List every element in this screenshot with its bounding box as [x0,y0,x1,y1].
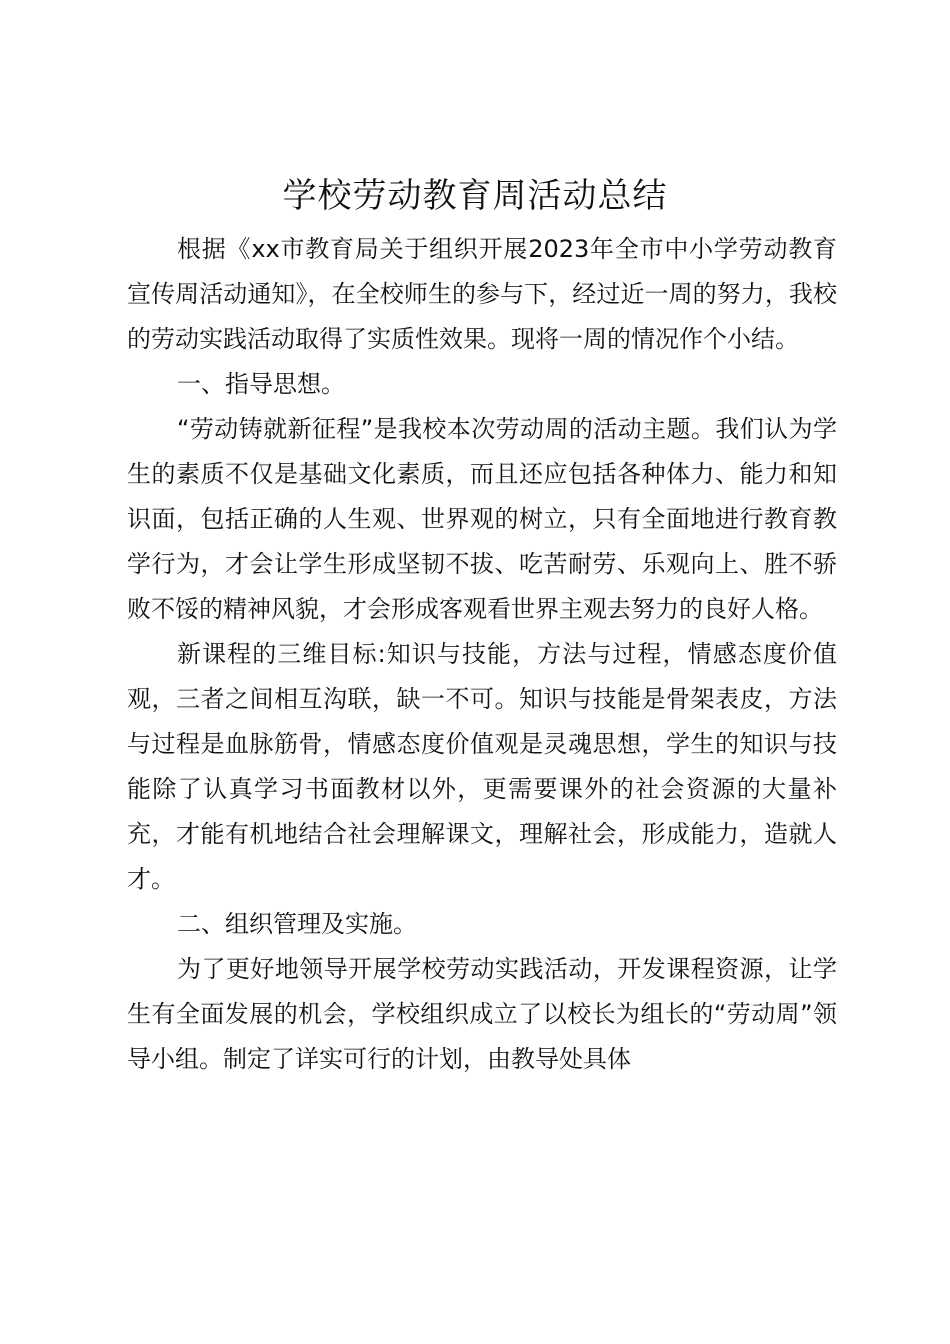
paragraph-theme: “劳动铸就新征程”是我校本次劳动周的活动主题。我们认为学生的素质不仅是基础文化素质，而且还应包括各种体力、能力和知识面，包括正确的人生观、世界观的树立，只有全面地进行教育教学行为，才会让学生形成坚韧不拔、吃苦耐劳、乐观向上、胜不骄败不馁的精神风貌，才会形成客观看世界主观去努力的良好人格。 [127,415,837,623]
paragraph-organization: 为了更好地领导开展学校劳动实践活动，开发课程资源，让学生有全面发展的机会，学校组织成立了以校长为组长的“劳动周”领导小组。制定了详实可行的计划，由教导处具体 [127,955,837,1073]
paragraph-three-dimensional-goals: 新课程的三维目标:知识与技能，方法与过程，情感态度价值观，三者之间相互沟联，缺一不可。知识与技能是骨架表皮，方法与过程是血脉筋骨，情感态度价值观是灵魂思想，学生的知识与技能除了认真学习书面教材以外，更需要课外的社会资源的大量补充，才能有机地结合社会理解课文，理解社会，形成能力，造就人才。 [127,640,837,893]
section-heading-organization: 二、组织管理及实施。 [177,910,417,938]
paragraph-intro: 根据《xx市教育局关于组织开展2023年全市中小学劳动教育宣传周活动通知》，在全校师生的参与下，经过近一周的努力，我校的劳动实践活动取得了实质性效果。现将一周的情况作个小结。 [127,235,837,353]
section-heading-guiding-ideology: 一、指导思想。 [177,370,345,398]
document-title: 学校劳动教育周活动总结 [282,176,668,216]
document-body [127,227,837,1082]
